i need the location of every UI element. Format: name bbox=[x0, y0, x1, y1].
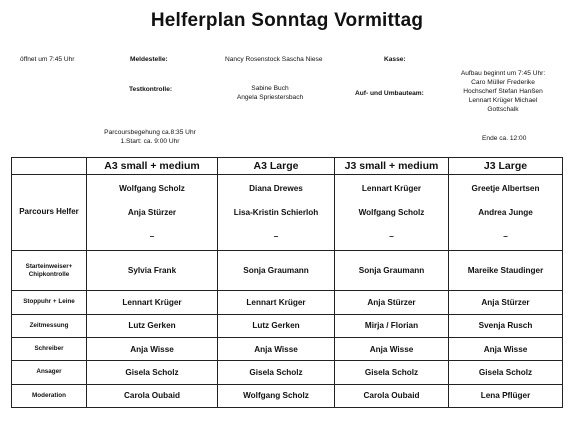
row-label: Starteinweiser+ Chipkontrolle bbox=[12, 251, 87, 291]
parcours-info bbox=[95, 129, 205, 147]
table-cell: Carola Oubaid bbox=[87, 384, 218, 407]
table-cell bbox=[449, 175, 563, 251]
table-cell: Gisela Scholz bbox=[218, 361, 335, 384]
testkontrolle-label: Testkontrolle: bbox=[129, 86, 173, 93]
table-cell: Anja Wisse bbox=[335, 338, 449, 361]
cell-name: Diana Drewes bbox=[249, 183, 303, 193]
table-cell bbox=[87, 175, 218, 251]
table-cell: Anja Wisse bbox=[218, 338, 335, 361]
table-row bbox=[12, 251, 563, 291]
table-cell: Lennart Krüger bbox=[218, 291, 335, 314]
parcours-line: Parcoursbegehung ca.8:35 Uhr bbox=[104, 129, 196, 136]
cell-name: Lennart Krüger bbox=[361, 183, 422, 193]
table-cell: Lutz Gerken bbox=[218, 314, 335, 337]
table-cell bbox=[335, 175, 449, 251]
cell-dash: – bbox=[389, 231, 394, 241]
header-corner bbox=[12, 158, 87, 175]
header-j3-small-medium: J3 small + medium bbox=[335, 158, 449, 175]
table-row bbox=[12, 384, 563, 407]
row-label-parcours: Parcours Helfer bbox=[12, 175, 87, 251]
table-cell: Anja Stürzer bbox=[449, 291, 563, 314]
table-cell: Anja Wisse bbox=[87, 338, 218, 361]
aufbau-line: Hochscherf Stefan Hanßen bbox=[463, 87, 543, 95]
testkontrolle-names bbox=[220, 85, 320, 103]
table-cell: Anja Wisse bbox=[449, 338, 563, 361]
table-header-row bbox=[12, 158, 563, 175]
table-row bbox=[12, 361, 563, 384]
header-a3-small-medium: A3 small + medium bbox=[87, 158, 218, 175]
table-cell: Lutz Gerken bbox=[87, 314, 218, 337]
table-cell: Wolfgang Scholz bbox=[218, 384, 335, 407]
table-row-parcours bbox=[12, 175, 563, 251]
table-row bbox=[12, 338, 563, 361]
kasse-label: Kasse: bbox=[384, 56, 406, 63]
testkontrolle-name: Sabine Buch bbox=[251, 85, 289, 92]
table-cell: Mirja / Florian bbox=[335, 314, 449, 337]
meldestelle-names: Nancy Rosenstock Sascha Niese bbox=[225, 56, 323, 63]
aufbau-line: Aufbau beginnt um 7:45 Uhr: bbox=[460, 70, 546, 77]
table-cell: Gisela Scholz bbox=[87, 361, 218, 384]
testkontrolle-name: Angela Spriestersbach bbox=[236, 93, 304, 101]
cell-name: Wolfgang Scholz bbox=[119, 183, 185, 193]
helper-table bbox=[11, 157, 563, 408]
cell-name: Lisa-Kristin Schierloh bbox=[233, 207, 319, 217]
row-label: Moderation bbox=[12, 384, 87, 407]
aufbau-line: Gottschalk bbox=[487, 105, 519, 113]
table-row bbox=[12, 314, 563, 337]
table-cell: Carola Oubaid bbox=[335, 384, 449, 407]
cell-name: Wolfgang Scholz bbox=[358, 207, 425, 217]
table-cell bbox=[218, 175, 335, 251]
cell-dash: – bbox=[149, 231, 155, 241]
header-j3-large: J3 Large bbox=[449, 158, 563, 175]
cell-dash: – bbox=[273, 231, 279, 241]
aufumbau-label: Auf- und Umbauteam: bbox=[355, 90, 424, 97]
cell-dash: – bbox=[503, 231, 508, 241]
table-row bbox=[12, 291, 563, 314]
row-label: Stoppuhr + Leine bbox=[12, 291, 87, 314]
meldestelle-label: Meldestelle: bbox=[130, 56, 168, 63]
row-label: Zeitmessung bbox=[12, 314, 87, 337]
table-cell: Mareike Staudinger bbox=[449, 251, 563, 291]
opening-time: öffnet um 7:45 Uhr bbox=[20, 56, 75, 63]
table-cell: Lena Pflüger bbox=[449, 384, 563, 407]
parcours-line: 1.Start: ca. 9:00 Uhr bbox=[120, 137, 180, 145]
row-label: Ansager bbox=[12, 361, 87, 384]
aufbau-line: Caro Müller Frederike bbox=[471, 78, 535, 86]
table-cell: Sonja Graumann bbox=[218, 251, 335, 291]
cell-name: Greetje Albertsen bbox=[471, 183, 540, 193]
aufbau-block bbox=[448, 70, 558, 114]
row-label: Schreiber bbox=[12, 338, 87, 361]
cell-name: Anja Stürzer bbox=[127, 207, 177, 217]
table-cell: Svenja Rusch bbox=[449, 314, 563, 337]
table-cell: Sonja Graumann bbox=[335, 251, 449, 291]
aufbau-line: Lennart Krüger Michael bbox=[468, 96, 538, 104]
table-cell: Lennart Krüger bbox=[87, 291, 218, 314]
cell-name: Andrea Junge bbox=[478, 207, 533, 217]
table-cell: Gisela Scholz bbox=[335, 361, 449, 384]
table-cell: Sylvia Frank bbox=[87, 251, 218, 291]
table-cell: Gisela Scholz bbox=[449, 361, 563, 384]
page-title: Helferplan Sonntag Vormittag bbox=[150, 10, 424, 31]
end-time: Ende ca. 12:00 bbox=[482, 135, 527, 142]
table-cell: Anja Stürzer bbox=[335, 291, 449, 314]
header-a3-large: A3 Large bbox=[218, 158, 335, 175]
